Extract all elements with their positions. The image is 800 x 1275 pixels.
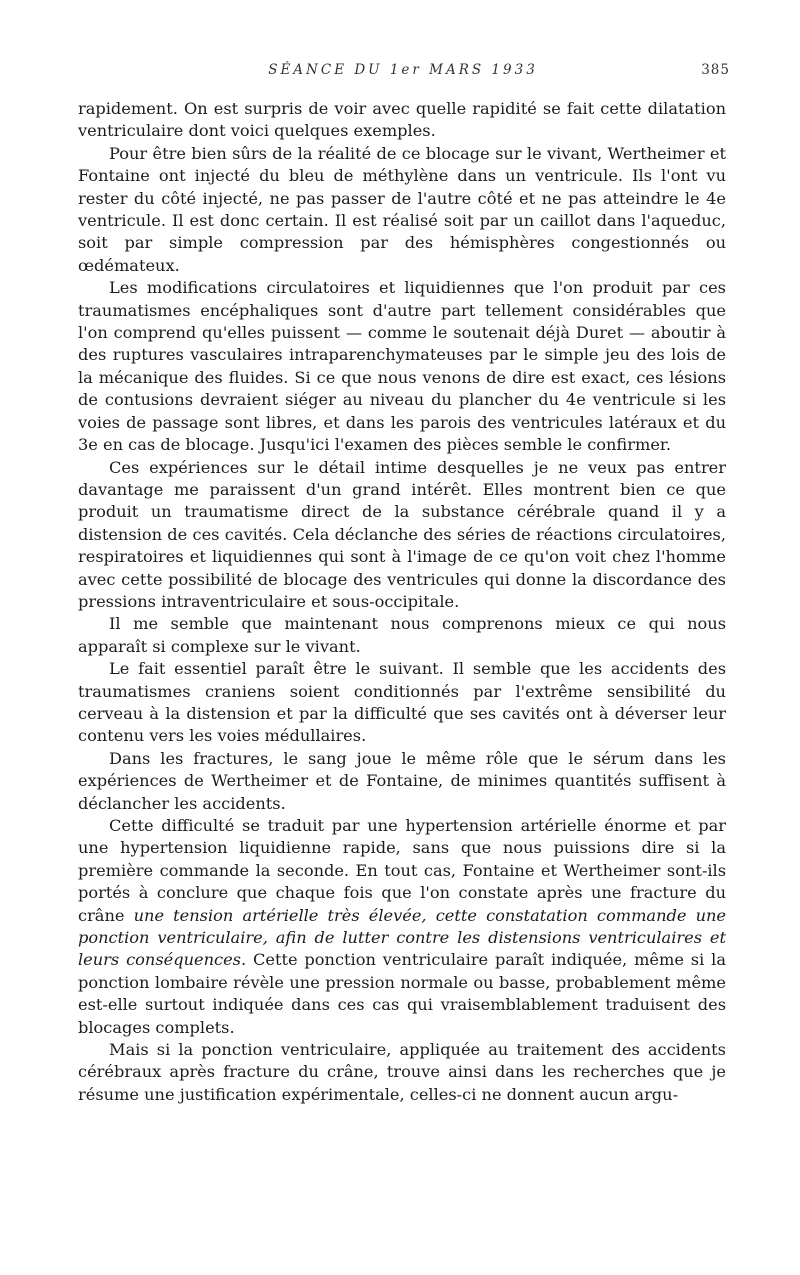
paragraph-text: Cette difficulté se traduit par une hypertension artérielle énorme et par une hypertension liquidienne rapide, sans que nous puissions dire si la première commande la seconde. En tout cas, Fontaine et Wertheimer sont-ils portés à conclure que chaque fois que l'on constate après une fracture du crâne	[78, 816, 726, 925]
emphasized-text: une tension artérielle très élevée, cette constatation commande une ponction ventriculaire, afin de lutter contre les distensions ventriculaires et leurs conséquences	[78, 905, 727, 970]
running-title: SÉANCE DU 1er MARS 1933	[268, 62, 538, 78]
paragraph-text: . Cette ponction ventriculaire paraît indiquée, même si la ponction lombaire révèle une pression normale ou basse, probablement même est-elle surtout indiquée dans ces cas qui vraisemblablement traduisent des blocages complets.	[78, 950, 726, 1037]
paragraph: Ces expériences sur le détail intime desquelles je ne veux pas entrer davantage me paraissent d'un grand intérêt. Elles montrent bien ce que produit un traumatisme direct de la substance cérébrale quand il y a distension de ces cavités. Cela déclanche des séries de réactions circulatoires, respiratoires et liquidiennes qui sont à l'image de ce qu'on voit chez l'homme avec cette possibilité de blocage des ventricules qui donne la discordance des pressions intraventriculaire et sous-occipitale.	[78, 457, 726, 611]
page-header	[78, 62, 728, 86]
paragraph: Il me semble que maintenant nous comprenons mieux ce qui nous apparaît si complexe sur le vivant.	[78, 614, 726, 656]
paragraph: Pour être bien sûrs de la réalité de ce blocage sur le vivant, Wertheimer et Fontaine ont injecté du bleu de méthylène dans un ventricule. Ils l'ont vu rester du côté injecté, ne pas passer de l'autre côté et ne pas atteindre le 4e ventricule. Il est donc certain. Il est réalisé soit par un caillot dans l'aqueduc, soit par simple compression par des hémisphères congestionnés ou œdémateux.	[78, 143, 726, 275]
paragraph: Les modifications circulatoires et liquidiennes que l'on produit par ces traumatismes encéphaliques sont d'autre part tellement considérables que l'on comprend qu'elles puissent — comme le soutenait déjà Duret — aboutir à des ruptures vasculaires intraparenchymateuses par le simple jeu des lois de la mécanique des fluides. Si ce que nous venons de dire est exact, ces lésions de contusions devraient siéger au niveau du plancher du 4e ventricule si les voies de passage sont libres, et dans les parois des ventricules latéraux et du 3e en cas de blocage. Jusqu'ici l'examen des pièces semble le confirmer.	[78, 278, 726, 455]
paragraph: rapidement. On est surpris de voir avec quelle rapidité se fait cette dilatation ventriculaire dont voici quelques exemples.	[78, 99, 726, 141]
paragraph: Le fait essentiel paraît être le suivant. Il semble que les accidents des traumatismes craniens soient conditionnés par l'extrême sensibilité du cerveau à la distension et par la difficulté que ses cavités ont à déverser leur contenu vers les voies médullaires.	[78, 659, 726, 746]
page-number: 385	[701, 62, 730, 78]
body-text	[78, 98, 726, 1106]
paragraph-with-emphasis	[78, 815, 726, 1039]
paragraph: Dans les fractures, le sang joue le même rôle que le sérum dans les expériences de Wertheimer et de Fontaine, de minimes quantités suffisent à déclancher les accidents.	[78, 748, 726, 813]
paragraph: Mais si la ponction ventriculaire, appliquée au traitement des accidents cérébraux après fracture du crâne, trouve ainsi dans les recherches que je résume une justification expérimentale, celles-ci ne donnent aucun argu-	[78, 1040, 726, 1104]
